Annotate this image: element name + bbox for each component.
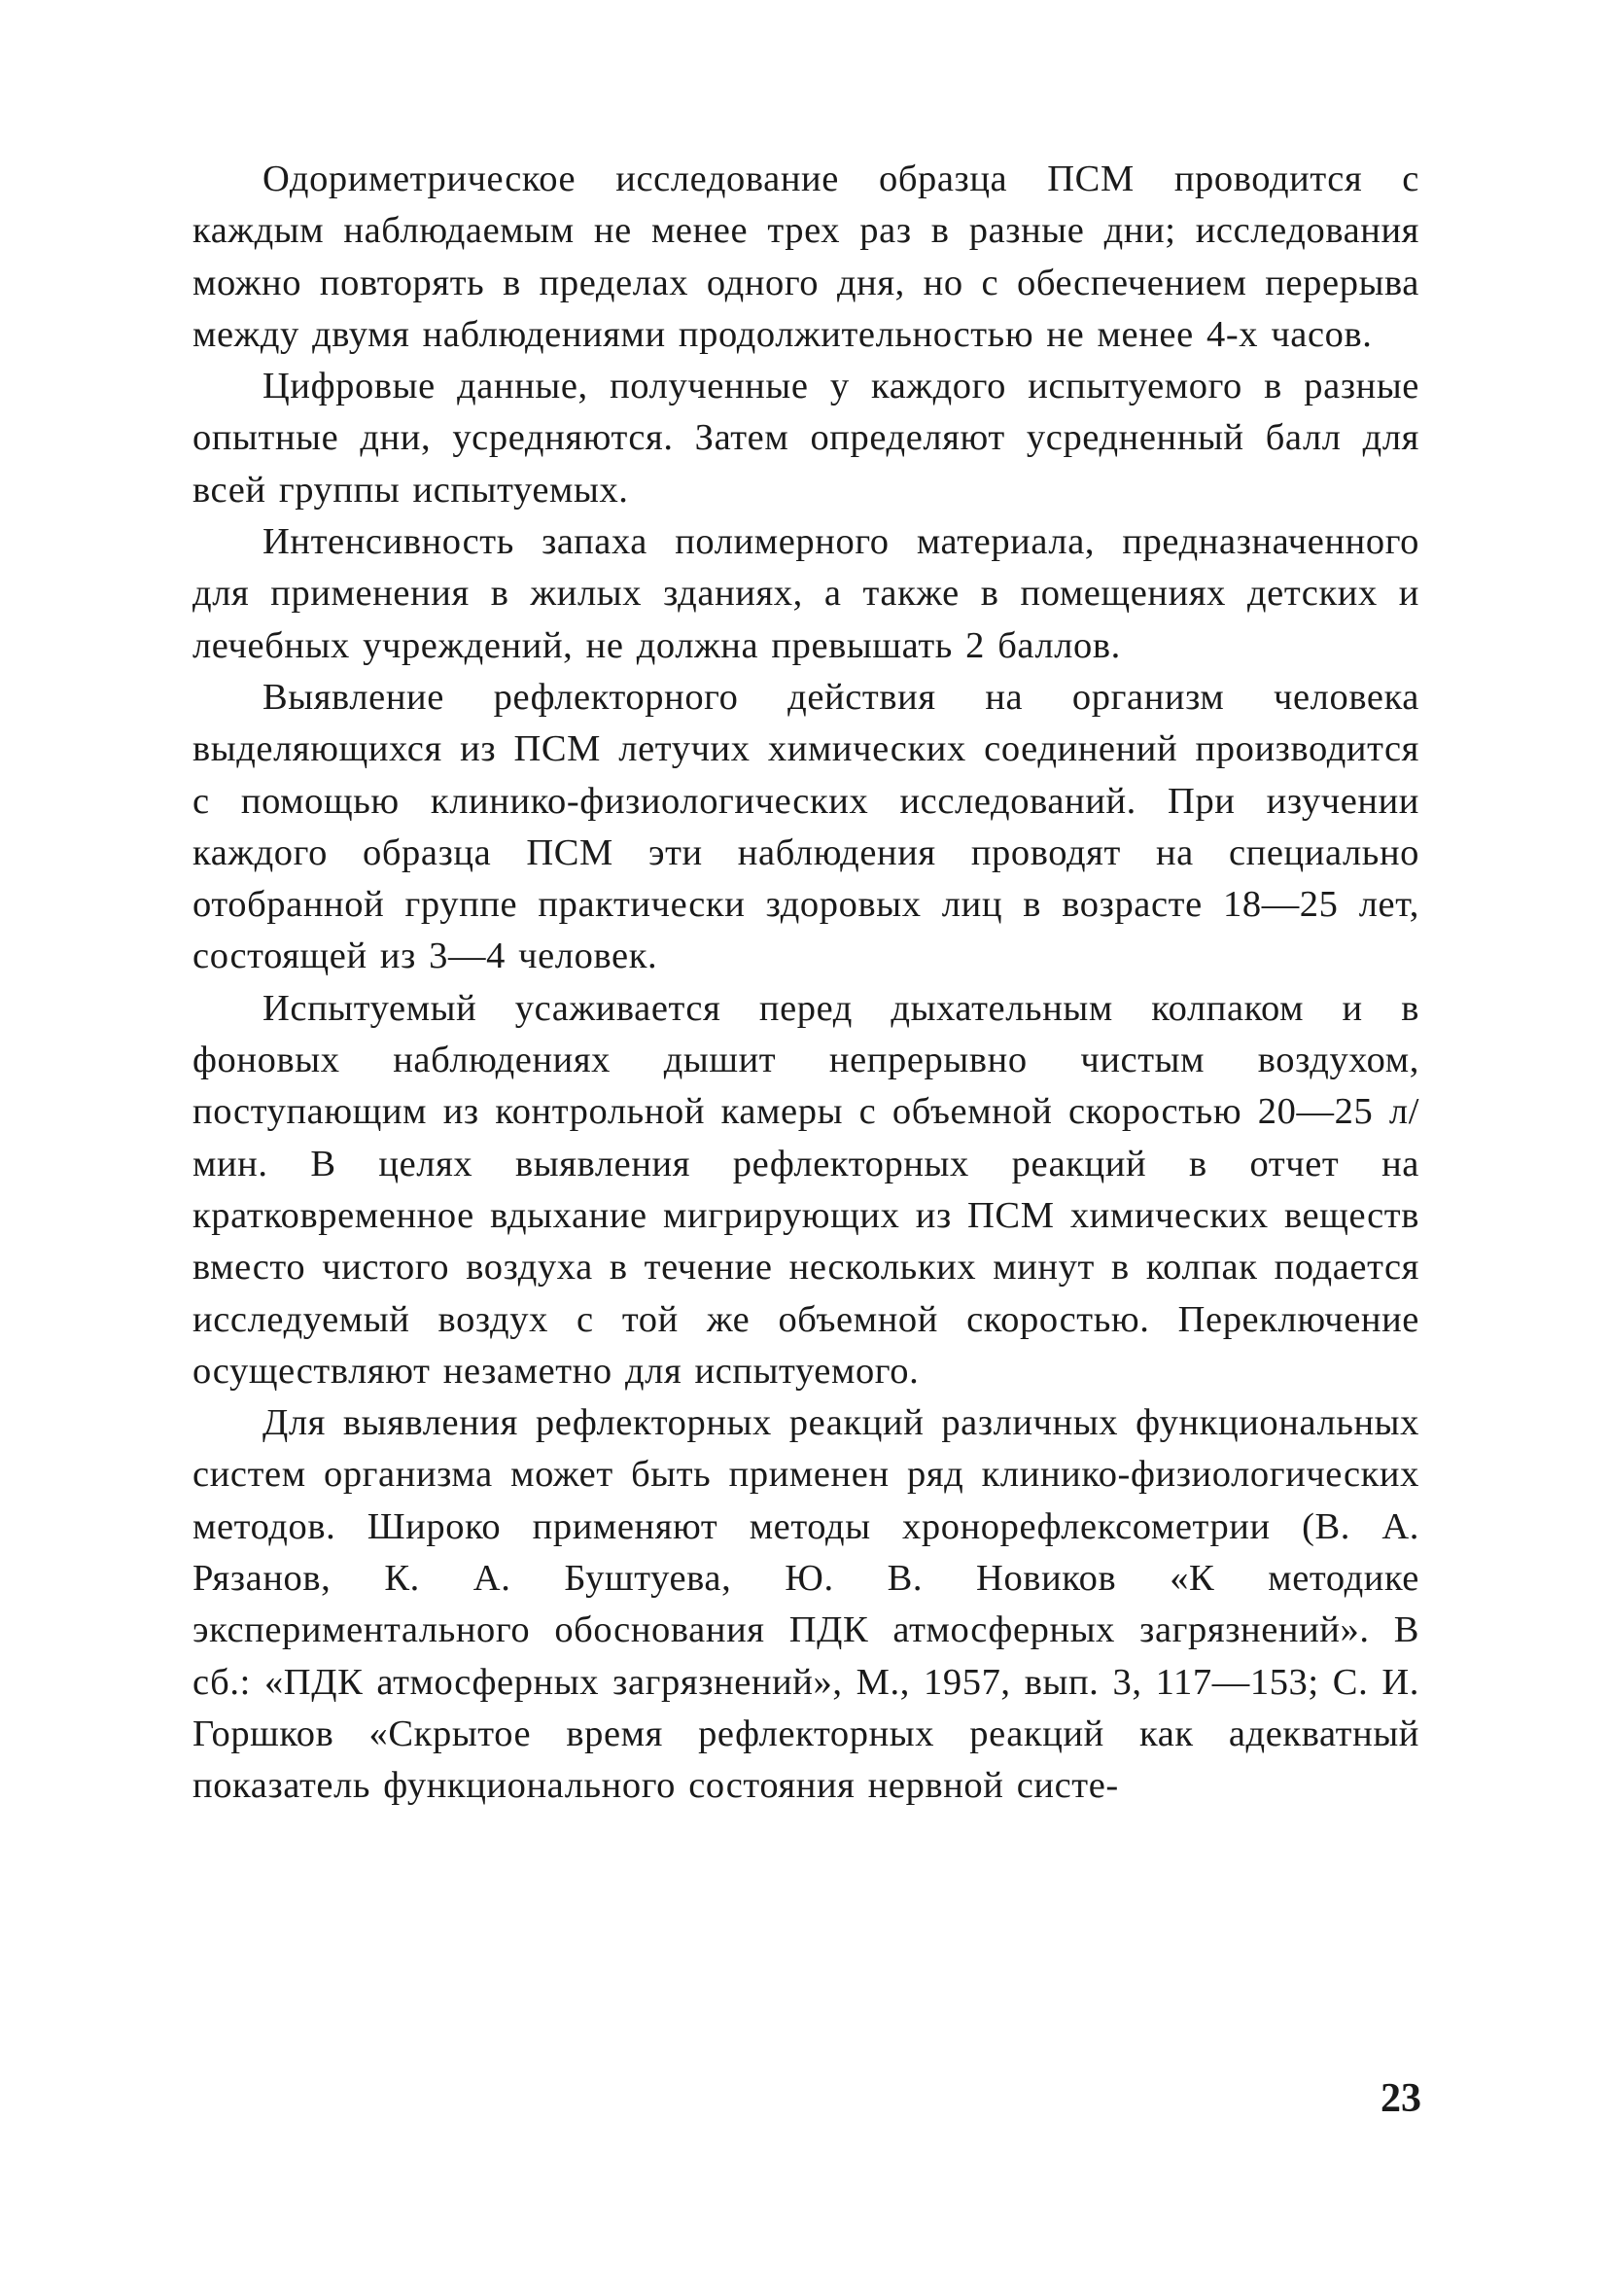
page-number: 23: [1381, 2076, 1421, 2121]
paragraph-reflex-action: Выявление рефлекторного действия на организм человека выделяющихся из ПСМ летучих химических соединений производится с помощью клинико-физиологических исследований. При изучении каждого образца ПСМ эти наблюдения проводят на специально отобранной группе практически здоровых лиц в возрасте 18—25 лет, состоящей из 3—4 человек.: [192, 676, 1419, 977]
paragraph-odorimetry: Одориметрическое исследование образца ПСМ проводится с каждым наблюдаемым не менее трех раз в разные дни; исследования можно повторять в пределах одного дня, но с обеспечением перерыва между двумя наблюдениями продолжительностью не менее 4-х часов.: [192, 159, 1419, 355]
paragraph-averaging: Цифровые данные, полученные у каждого испытуемого в разные опытные дни, усредняются. Затем определяют усредненный балл для всей группы испытуемых.: [192, 366, 1419, 511]
body-text: [192, 154, 1419, 1813]
paragraph-odor-intensity: Интенсивность запаха полимерного материала, предназначенного для применения в жилых зданиях, а также в помещениях детских и лечебных учреждений, не должна превышать 2 баллов.: [192, 521, 1419, 666]
paragraph-breathing-procedure: Испытуемый усаживается перед дыхательным колпаком и в фоновых наблюдениях дышит непрерывно чистым воздухом, поступающим из контрольной камеры с объемной скоростью 20—25 л/мин. В целях выявления рефлекторных реакций в отчет на кратковременное вдыхание мигрирующих из ПСМ химических веществ вместо чистого воздуха в течение нескольких минут в колпак подается исследуемый воздух с той же объемной скоростью. Переключение осуществляют незаметно для испытуемого.: [192, 987, 1419, 1392]
paragraph-methods: Для выявления рефлекторных реакций различных функциональных систем организма может быть применен ряд клинико-физиологических методов. Широко применяют методы хронорефлексометрии (В. А. Рязанов, К. А. Буштуева, Ю. В. Новиков «К методике экспериментального обоснования ПДК атмосферных загрязнений». В сб.: «ПДК атмосферных загрязнений», М., 1957, вып. 3, 117—153; С. И. Горшков «Скрытое время рефлекторных реакций как адекватный показатель функционального состояния нервной систе-: [192, 1402, 1419, 1807]
